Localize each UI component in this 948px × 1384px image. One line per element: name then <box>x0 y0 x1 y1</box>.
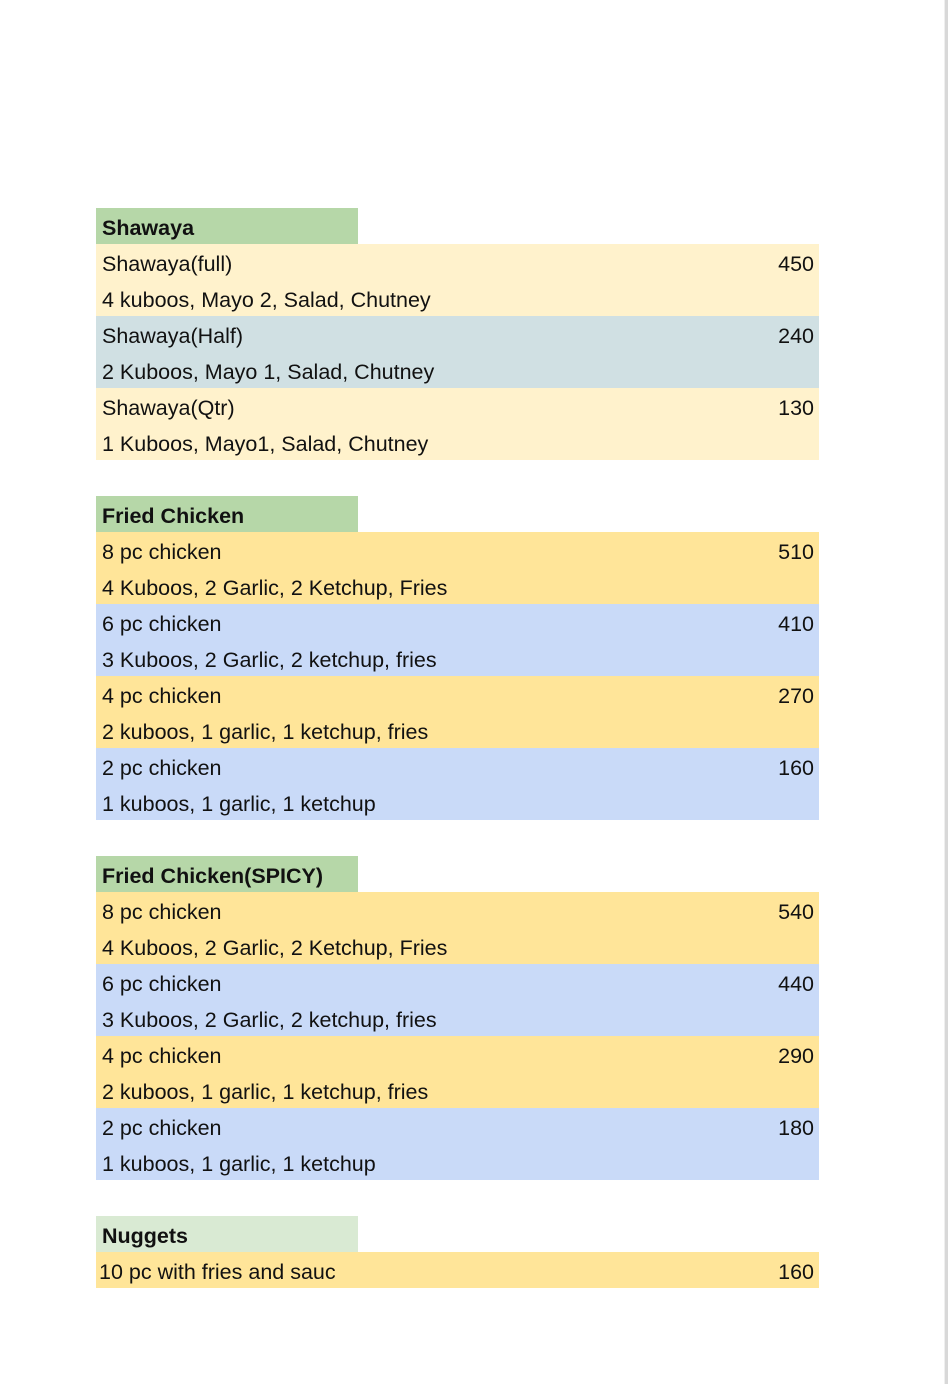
menu-item <box>96 316 819 388</box>
item-description: 2 Kuboos, Mayo 1, Salad, Chutney <box>102 360 435 384</box>
item-description: 1 kuboos, 1 garlic, 1 ketchup <box>102 1152 376 1176</box>
item-description: 2 kuboos, 1 garlic, 1 ketchup, fries <box>102 1080 429 1104</box>
item-price: 270 <box>778 684 814 708</box>
item-description: 1 kuboos, 1 garlic, 1 ketchup <box>102 792 376 816</box>
menu-item <box>96 748 819 820</box>
item-name: 8 pc chicken <box>102 540 222 564</box>
item-name: 6 pc chicken <box>102 972 222 996</box>
item-name: 8 pc chicken <box>102 900 222 924</box>
item-name: 6 pc chicken <box>102 612 222 636</box>
item-name: 4 pc chicken <box>102 684 222 708</box>
section-header: Fried Chicken(SPICY) <box>96 856 358 892</box>
item-price: 160 <box>778 756 814 780</box>
item-price: 410 <box>778 612 814 636</box>
menu-item <box>96 604 819 676</box>
item-name: 10 pc with fries and sauc <box>99 1260 336 1284</box>
item-description: 3 Kuboos, 2 Garlic, 2 ketchup, fries <box>102 648 437 672</box>
item-name: 4 pc chicken <box>102 1044 222 1068</box>
item-price: 450 <box>778 252 814 276</box>
item-description: 4 Kuboos, 2 Garlic, 2 Ketchup, Fries <box>102 936 448 960</box>
item-price: 130 <box>778 396 814 420</box>
menu-item <box>96 532 819 604</box>
item-price: 540 <box>778 900 814 924</box>
menu-item <box>96 964 819 1036</box>
item-name: 2 pc chicken <box>102 756 222 780</box>
menu-item <box>96 1252 819 1288</box>
item-price: 160 <box>778 1260 814 1284</box>
item-name: Shawaya(Half) <box>102 324 243 348</box>
section-nuggets <box>96 1216 819 1288</box>
section-fried-chicken <box>96 496 819 820</box>
menu-item <box>96 244 819 316</box>
item-price: 440 <box>778 972 814 996</box>
item-description: 4 kuboos, Mayo 2, Salad, Chutney <box>102 288 431 312</box>
item-price: 240 <box>778 324 814 348</box>
menu-item <box>96 892 819 964</box>
section-shawaya <box>96 208 819 460</box>
section-header: Nuggets <box>96 1216 358 1252</box>
item-price: 290 <box>778 1044 814 1068</box>
item-description: 3 Kuboos, 2 Garlic, 2 ketchup, fries <box>102 1008 437 1032</box>
menu-item <box>96 388 819 460</box>
item-name: 2 pc chicken <box>102 1116 222 1140</box>
menu-item <box>96 1036 819 1108</box>
section-header: Fried Chicken <box>96 496 358 532</box>
item-name: Shawaya(full) <box>102 252 233 276</box>
menu-sheet <box>96 208 819 1324</box>
item-description: 4 Kuboos, 2 Garlic, 2 Ketchup, Fries <box>102 576 448 600</box>
menu-item <box>96 676 819 748</box>
item-description: 1 Kuboos, Mayo1, Salad, Chutney <box>102 432 429 456</box>
section-fried-chicken-spicy <box>96 856 819 1180</box>
item-price: 180 <box>778 1116 814 1140</box>
section-header: Shawaya <box>96 208 358 244</box>
item-name: Shawaya(Qtr) <box>102 396 235 420</box>
item-description: 2 kuboos, 1 garlic, 1 ketchup, fries <box>102 720 429 744</box>
item-price: 510 <box>778 540 814 564</box>
menu-item <box>96 1108 819 1180</box>
